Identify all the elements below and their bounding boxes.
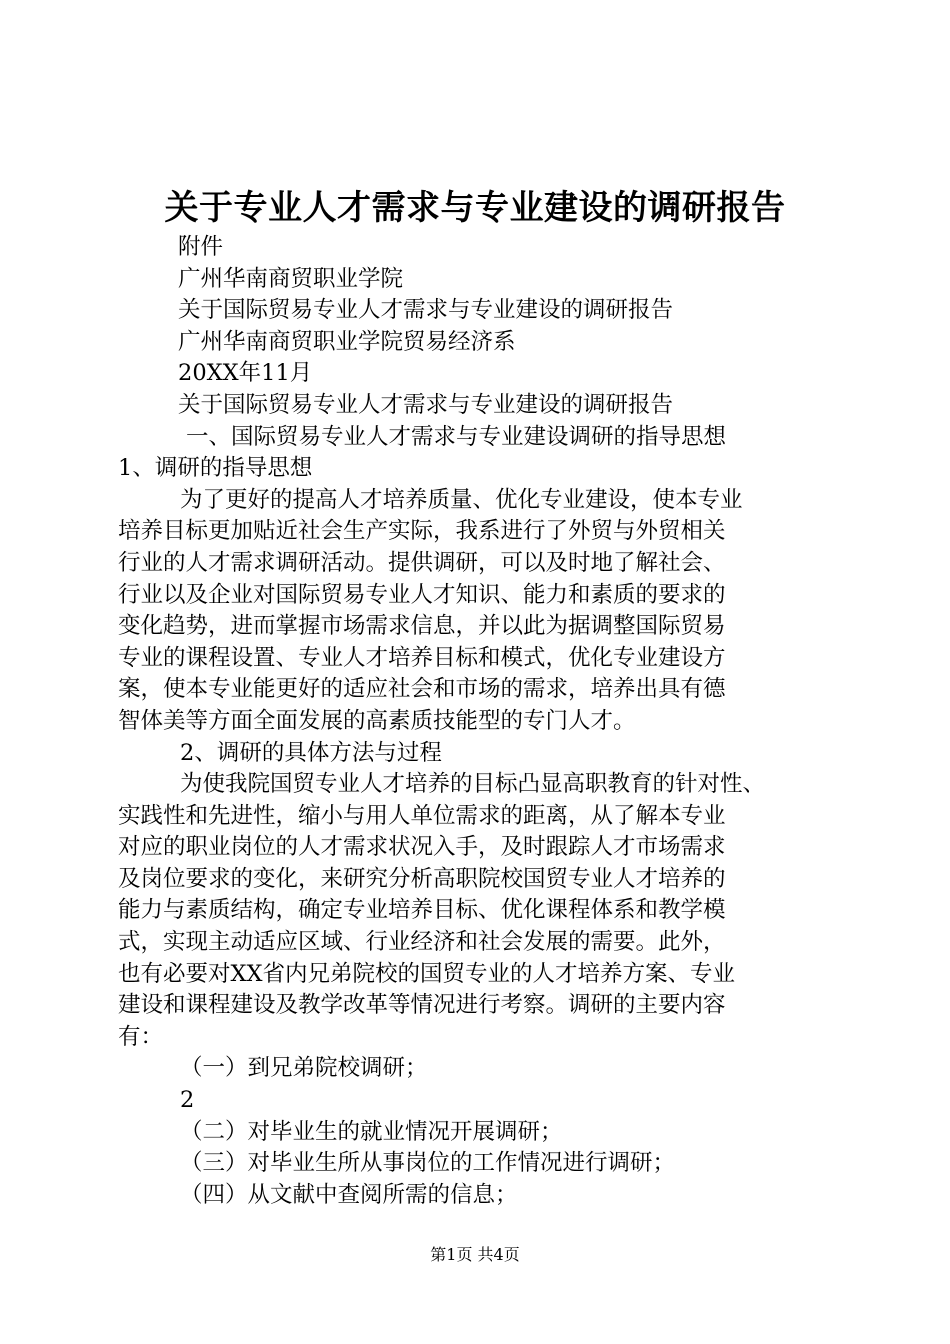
page-footer: 第1页 共4页: [430, 1245, 520, 1264]
paragraph-line: 变化趋势，进而掌握市场需求信息，并以此为据调整国际贸易: [118, 613, 726, 640]
text-line: 关于国际贸易专业人才需求与专业建设的调研报告: [178, 297, 674, 324]
list-item: （一）到兄弟院校调研；: [180, 1055, 428, 1082]
paragraph-line: 为使我院国贸专业人才培养的目标凸显高职教育的针对性、: [180, 771, 766, 798]
paragraph-line: 案，使本专业能更好的适应社会和市场的需求，培养出具有德: [118, 676, 726, 703]
section-heading: 一、国际贸易专业人才需求与专业建设调研的指导思想: [186, 423, 727, 450]
text-line: 广州华南商贸职业学院贸易经济系: [178, 328, 516, 355]
text-line: 20XX年11月: [178, 360, 313, 387]
list-item: （三）对毕业生所从事岗位的工作情况进行调研；: [180, 1150, 676, 1177]
paragraph-line: 对应的职业岗位的人才需求状况入手，及时跟踪人才市场需求: [118, 834, 726, 861]
document-title: 关于专业人才需求与专业建设的调研报告: [164, 188, 786, 228]
text-line: 关于国际贸易专业人才需求与专业建设的调研报告: [178, 391, 674, 418]
paragraph-line: 式，实现主动适应区域、行业经济和社会发展的需要。此外，: [118, 929, 726, 956]
subsection-heading: 1、调研的指导思想: [118, 455, 313, 482]
text-line: 附件: [178, 234, 224, 260]
paragraph-line: 行业以及企业对国际贸易专业人才知识、能力和素质的要求的: [118, 581, 726, 608]
paragraph-line: 实践性和先进性，缩小与用人单位需求的距离，从了解本专业: [118, 802, 726, 829]
paragraph-line: 建设和课程建设及教学改革等情况进行考察。调研的主要内容: [118, 992, 726, 1019]
list-item: （四）从文献中查阅所需的信息；: [180, 1181, 518, 1208]
paragraph-line: 有：: [118, 1023, 164, 1050]
paragraph-line: 能力与素质结构，确定专业培养目标、优化课程体系和教学模: [118, 897, 726, 924]
paragraph-line: 培养目标更加贴近社会生产实际，我系进行了外贸与外贸相关: [118, 518, 726, 545]
paragraph-line: 智体美等方面全面发展的高素质技能型的专门人才。: [118, 707, 636, 734]
document-body: [118, 232, 834, 1211]
text-line: 广州华南商贸职业学院: [178, 265, 404, 292]
paragraph-line: 及岗位要求的变化，来研究分析高职院校国贸专业人才培养的: [118, 865, 726, 892]
paragraph-line: 也有必要对XX省内兄弟院校的国贸专业的人才培养方案、专业: [118, 960, 736, 987]
paragraph-line: 为了更好的提高人才培养质量、优化专业建设，使本专业: [180, 486, 743, 513]
subsection-heading: 2、调研的具体方法与过程: [180, 739, 442, 766]
paragraph-line: 专业的课程设置、专业人才培养目标和模式，优化专业建设方: [118, 644, 726, 671]
stray-number: 2: [180, 1087, 195, 1114]
paragraph-line: 行业的人才需求调研活动。提供调研，可以及时地了解社会、: [118, 549, 726, 576]
list-item: （二）对毕业生的就业情况开展调研；: [180, 1118, 563, 1145]
